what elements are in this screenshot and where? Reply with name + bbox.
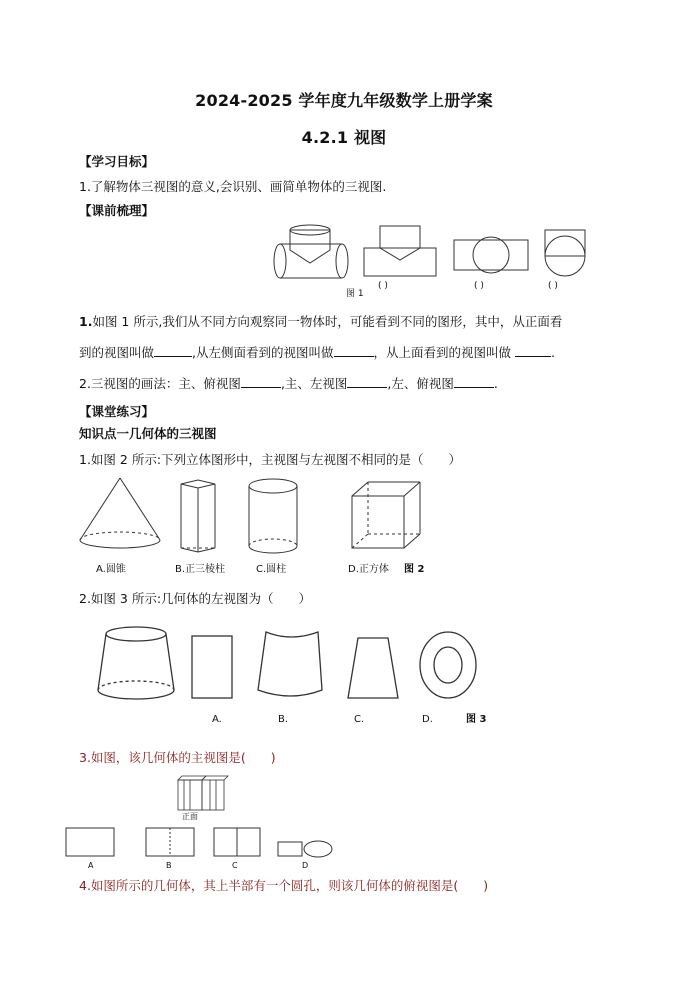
q3-option-a: A xyxy=(88,861,94,870)
q1-option-d: D.正方体 xyxy=(348,564,389,575)
triangular-prism-solid xyxy=(181,480,215,552)
fig2-caption: 图 2 xyxy=(404,564,425,575)
review-heading: 【课前梳理】 xyxy=(79,203,155,218)
q3-option-b: B xyxy=(166,861,172,870)
doc-title: 2024-2025 学年度九年级数学上册学案 xyxy=(195,91,493,110)
practice-q4: 4.如图所示的几何体，其上半部有一个圆孔，则该几何体的俯视图是( ) xyxy=(79,878,489,893)
q2-option-a: A. xyxy=(212,714,222,725)
q3-option-d-shape xyxy=(278,841,332,857)
blank-front-view[interactable] xyxy=(154,344,192,357)
q3-option-c-shape xyxy=(214,828,260,856)
q3-solid xyxy=(178,776,228,810)
fig3-caption: 图 3 xyxy=(466,714,487,725)
q2-option-c: C. xyxy=(354,714,365,725)
figure-3 xyxy=(96,620,496,730)
t-pipe-left-view xyxy=(454,237,528,273)
practice-heading: 【课堂练习】 xyxy=(79,404,155,419)
q2-option-d: D. xyxy=(422,714,433,725)
figure-q3 xyxy=(64,772,354,870)
q3-front-label: 正面 xyxy=(182,812,198,821)
fig1-blank-front: ( ) xyxy=(378,281,388,291)
goals-heading: 【学习目标】 xyxy=(79,154,155,169)
knowledge-point-1: 知识点一几何体的三视图 xyxy=(79,426,217,441)
option-b-shape xyxy=(258,632,322,696)
q2-option-b: B. xyxy=(278,714,289,725)
blank-top-view[interactable] xyxy=(515,344,551,357)
option-c-shape xyxy=(348,638,398,698)
review-q1-line1: 1.如图 1 所示,我们从不同方向观察同一物体时，可能看到不同的图形，其中，从正面看 xyxy=(79,314,563,329)
fig1-blank-left: ( ) xyxy=(474,281,484,291)
blank-left-view[interactable] xyxy=(334,344,374,357)
fig1-caption: 图 1 xyxy=(346,289,364,299)
figure-2 xyxy=(78,476,438,578)
q3-option-a-shape xyxy=(66,828,114,856)
option-a-shape xyxy=(192,636,232,698)
goals-item: 1.了解物体三视图的意义,会识别、画简单物体的三视图. xyxy=(79,179,387,194)
t-pipe-top-view xyxy=(545,230,585,276)
review-q2: 2.三视图的画法：主、俯视图 ,主、左视图 ,左、俯视图 . xyxy=(79,376,498,391)
blank-main-left[interactable] xyxy=(347,375,387,388)
blank-left-top[interactable] xyxy=(454,375,494,388)
q3-option-b-shape xyxy=(146,828,194,856)
practice-q1: 1.如图 2 所示:下列立体图形中，主视图与左视图不相同的是（ ） xyxy=(79,452,462,467)
cone-solid xyxy=(80,478,160,548)
practice-q2: 2.如图 3 所示:几何体的左视图为（ ） xyxy=(79,591,312,606)
t-pipe-front-view xyxy=(364,226,436,276)
practice-q3: 3.如图，该几何体的主视图是( ) xyxy=(79,750,276,765)
cylinder-solid xyxy=(249,479,297,553)
q1-option-c: C.圆柱 xyxy=(256,564,287,575)
q1-option-a: A.圆锥 xyxy=(96,564,126,575)
q1-option-b: B.正三棱柱 xyxy=(175,564,226,575)
review-q1-line2: 到的视图叫做 ,从左侧面看到的视图叫做 ，从上面看到的视图叫做 . xyxy=(79,345,555,360)
blank-main-top[interactable] xyxy=(241,375,281,388)
cube-solid xyxy=(352,482,420,548)
q3-option-c: C xyxy=(232,861,238,870)
figure-1 xyxy=(270,220,600,300)
option-d-shape xyxy=(420,632,476,698)
frustum-solid xyxy=(98,627,174,699)
doc-subtitle: 4.2.1 视图 xyxy=(301,128,387,147)
t-pipe-solid xyxy=(274,225,348,278)
q3-option-d: D xyxy=(302,861,309,870)
fig1-blank-top: ( ) xyxy=(548,281,558,291)
